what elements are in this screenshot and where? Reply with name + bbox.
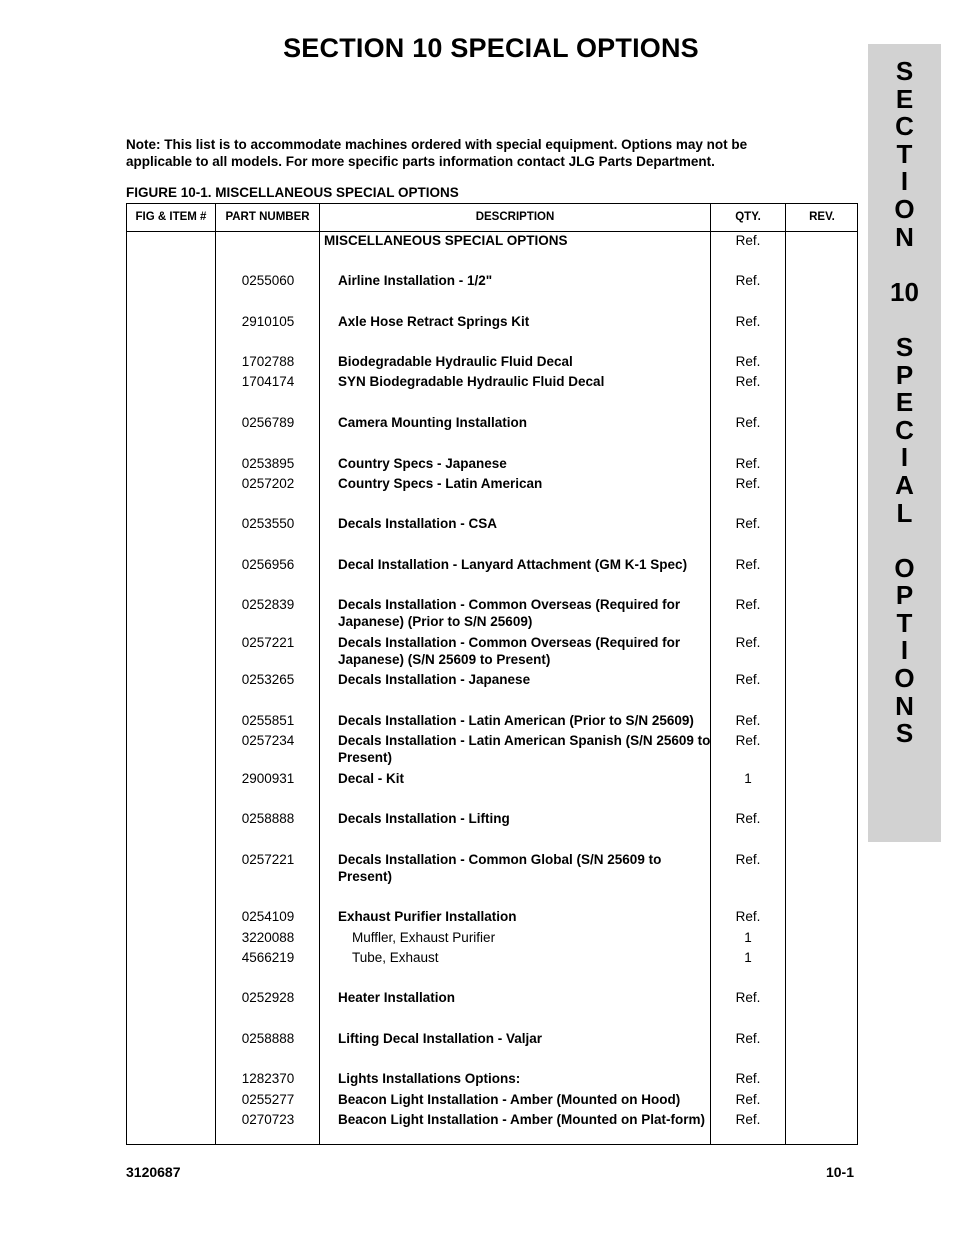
qty-cell: Ref.	[735, 733, 761, 748]
side-tab-char: L	[896, 497, 913, 528]
qty-cell: Ref.	[735, 1031, 761, 1046]
side-tab-char: S	[895, 718, 914, 749]
side-tab-char: A	[895, 469, 914, 500]
qty-cell: Ref.	[735, 1092, 761, 1107]
description-cell: Axle Hose Retract Springs Kit	[338, 314, 530, 329]
qty-cell: Ref.	[735, 635, 761, 650]
qty-cell: Ref.	[735, 597, 761, 612]
qty-cell: Ref.	[735, 354, 761, 369]
side-tab-char: N	[895, 221, 914, 252]
side-tab-char: C	[895, 111, 914, 142]
part-number-cell: 0257202	[241, 476, 295, 491]
side-tab-char: N	[895, 690, 914, 721]
description-cell: Decals Installation - Latin American Spanish (S/N 25609 to Present)	[338, 733, 711, 765]
part-number-cell: 0258888	[241, 1031, 295, 1046]
qty-cell: Ref.	[735, 990, 761, 1005]
side-tab-char	[868, 306, 941, 334]
side-tab-char: S	[895, 331, 914, 362]
part-number-cell: 1704174	[241, 374, 295, 389]
part-number-cell: 1282370	[241, 1071, 295, 1086]
qty-cell: Ref.	[735, 415, 761, 430]
description-cell: Biodegradable Hydraulic Fluid Decal	[338, 354, 573, 369]
description-cell: Decals Installation - Common Global (S/N 25609 to Present)	[338, 852, 662, 884]
side-tab-char: C	[895, 414, 914, 445]
side-tab-char	[868, 251, 941, 279]
side-tab-char: 10	[890, 276, 919, 307]
qty-cell: Ref.	[735, 811, 761, 826]
qty-cell: Ref.	[735, 273, 761, 288]
description-cell: Country Specs - Japanese	[338, 456, 507, 471]
qty-cell: Ref.	[735, 672, 761, 687]
side-tab-char: I	[900, 442, 909, 473]
part-number-cell: 0253265	[241, 672, 295, 687]
note-paragraph: Note: This list is to accommodate machines ordered with special equipment. Options may not be applicable to all models. For more specific parts information contact JLG Parts Department.	[126, 137, 748, 169]
part-number-cell: 0253895	[241, 456, 295, 471]
qty-cell: Ref.	[735, 557, 761, 572]
qty-cell: 1	[744, 950, 752, 965]
description-cell: Lifting Decal Installation - Valjar	[338, 1031, 543, 1046]
description-cell: Decal - Kit	[338, 771, 405, 786]
qty-cell: 1	[744, 771, 752, 786]
side-tab-char: P	[895, 580, 914, 611]
header-part-number: PART NUMBER	[225, 211, 310, 223]
qty-cell: 1	[744, 930, 752, 945]
side-tab-char: E	[895, 387, 914, 418]
description-cell: Decals Installation - Japanese	[338, 672, 531, 687]
description-cell: Heater Installation	[338, 990, 456, 1005]
description-cell: Exhaust Purifier Installation	[338, 909, 517, 924]
page-title: SECTION 10 SPECIAL OPTIONS	[283, 33, 699, 63]
part-number-cell: 0256789	[241, 415, 295, 430]
part-number-cell: 1702788	[241, 354, 295, 369]
part-number-cell: 0257234	[241, 733, 295, 748]
part-number-cell: 2900931	[241, 771, 295, 786]
description-cell: Muffler, Exhaust Purifier	[352, 930, 496, 945]
description-cell: Tube, Exhaust	[352, 950, 439, 965]
qty-cell: Ref.	[735, 909, 761, 924]
header-qty: QTY.	[735, 211, 761, 223]
description-cell: Country Specs - Latin American	[338, 476, 543, 491]
header-description: DESCRIPTION	[475, 211, 555, 223]
document-number: 3120687	[126, 1164, 181, 1180]
description-cell: Decals Installation - Common Overseas (Required for Japanese) (S/N 25609 to Present)	[338, 635, 681, 667]
part-number-cell: 0252839	[241, 597, 295, 612]
part-number-cell: 0256956	[241, 557, 295, 572]
side-tab-char: O	[894, 193, 915, 224]
side-tab-char: O	[894, 663, 915, 694]
part-number-cell: 0255277	[241, 1092, 295, 1107]
description-cell: Decal Installation - Lanyard Attachment (GM K-1 Spec)	[338, 557, 688, 572]
qty-cell: Ref.	[735, 233, 761, 248]
description-cell: Beacon Light Installation - Amber (Mounted on Hood)	[338, 1092, 681, 1107]
part-number-cell: 4566219	[241, 950, 295, 965]
description-cell: Decals Installation - Latin American (Prior to S/N 25609)	[338, 713, 694, 728]
page-number: 10-1	[825, 1164, 854, 1180]
side-tab-char: P	[895, 359, 914, 390]
qty-cell: Ref.	[735, 374, 761, 389]
description-cell: Lights Installations Options:	[338, 1071, 521, 1086]
side-tab-char: I	[900, 166, 909, 197]
description-cell: Decals Installation - Common Overseas (Required for Japanese) (Prior to S/N 25609)	[338, 597, 681, 629]
side-tab-char: O	[894, 552, 915, 583]
part-number-cell: 0258888	[241, 811, 295, 826]
header-rev: REV.	[809, 211, 835, 223]
column-divider	[785, 204, 786, 1144]
description-cell: SYN Biodegradable Hydraulic Fluid Decal	[338, 374, 605, 389]
part-number-cell: 3220088	[241, 930, 295, 945]
side-tab-char: T	[896, 607, 913, 638]
section-side-tab	[868, 44, 941, 842]
qty-cell: Ref.	[735, 516, 761, 531]
qty-cell: Ref.	[735, 713, 761, 728]
description-cell: MISCELLANEOUS SPECIAL OPTIONS	[324, 233, 568, 248]
qty-cell: Ref.	[735, 1071, 761, 1086]
section-side-tab-label	[868, 58, 941, 748]
part-number-cell: 0254109	[241, 909, 295, 924]
header-fig-item: FIG & ITEM #	[135, 211, 207, 223]
qty-cell: Ref.	[735, 314, 761, 329]
description-cell: Beacon Light Installation - Amber (Mounted on Plat-form)	[338, 1112, 705, 1127]
qty-cell: Ref.	[735, 476, 761, 491]
parts-table	[126, 203, 858, 1145]
description-cell: Decals Installation - Lifting	[338, 811, 510, 826]
side-tab-char: E	[895, 83, 914, 114]
part-number-cell: 0255851	[241, 713, 295, 728]
qty-cell: Ref.	[735, 852, 761, 867]
part-number-cell: 0253550	[241, 516, 295, 531]
description-cell: Airline Installation - 1/2"	[338, 273, 493, 288]
side-tab-char: T	[896, 138, 913, 169]
qty-cell: Ref.	[735, 1112, 761, 1127]
side-tab-char: I	[900, 635, 909, 666]
part-number-cell: 0270723	[241, 1112, 295, 1127]
part-number-cell: 0255060	[241, 273, 295, 288]
description-cell: Camera Mounting Installation	[338, 415, 528, 430]
figure-caption: FIGURE 10-1. MISCELLANEOUS SPECIAL OPTIONS	[126, 185, 459, 200]
side-tab-char	[868, 527, 941, 555]
part-number-cell: 0257221	[241, 852, 295, 867]
part-number-cell: 0257221	[241, 635, 295, 650]
qty-cell: Ref.	[735, 456, 761, 471]
part-number-cell: 2910105	[241, 314, 295, 329]
side-tab-char: S	[895, 56, 914, 86]
description-cell: Decals Installation - CSA	[338, 516, 498, 531]
part-number-cell: 0252928	[241, 990, 295, 1005]
